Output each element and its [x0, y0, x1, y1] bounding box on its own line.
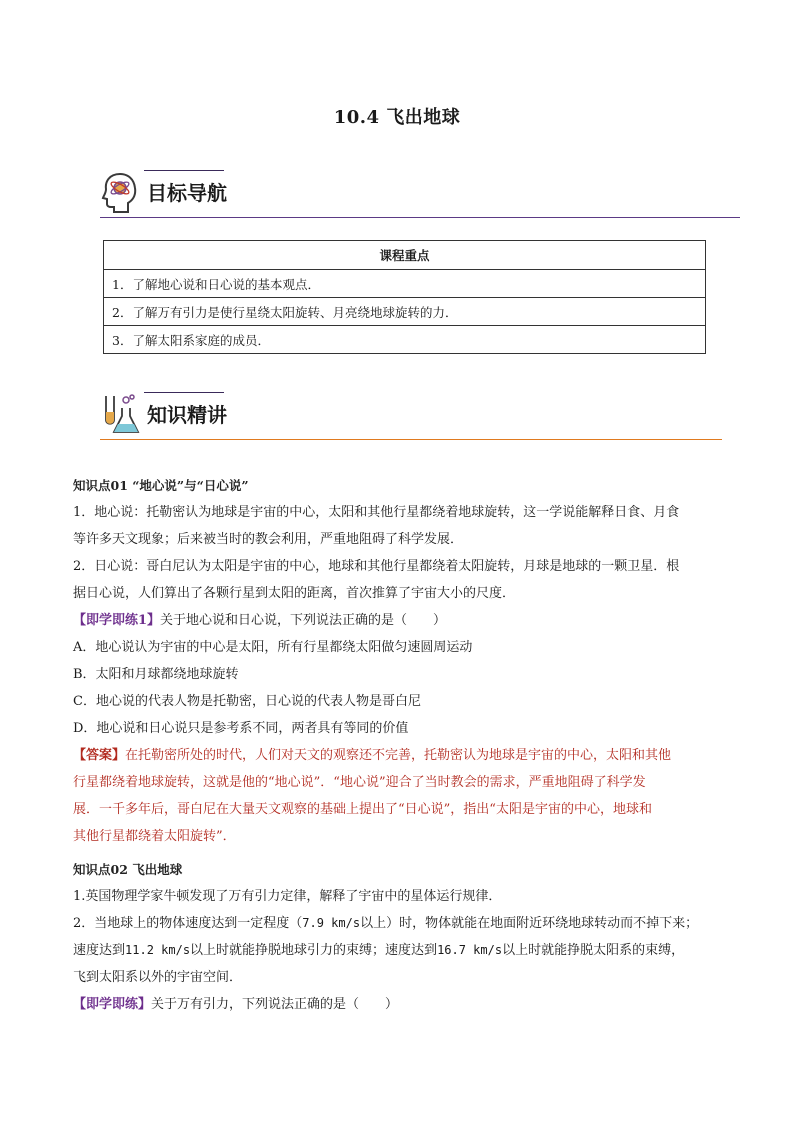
- header-bottom-rule: [100, 439, 722, 440]
- paragraph-line: 1．地心说：托勒密认为地球是宇宙的中心，太阳和其他行星都绕着地球旋转，这一学说能解释日食、月食: [73, 505, 680, 520]
- text-span: 速度达到: [73, 943, 126, 958]
- knowledge-point-1-title: 知识点01 “地心说”与“日心说”: [73, 478, 249, 493]
- text-span: 2．当地球上的物体速度达到一定程度（: [73, 916, 303, 931]
- paragraph-line: [73, 937, 723, 964]
- text-span: 以上）时，物体就能在地面附近环绕地球转动而不掉下来；: [360, 916, 699, 931]
- page-title: 10.4 飞出地球: [333, 107, 461, 128]
- table-row: [104, 298, 706, 326]
- knowledge-body: [73, 472, 723, 1018]
- option-d: D．地心说和日心说只是参考系不同，两者具有等同的价值: [73, 721, 409, 736]
- exercise-text: 关于地心说和日心说，下列说法正确的是（ ）: [160, 613, 447, 628]
- course-focus-table: [103, 240, 706, 354]
- table-header-cell: 课程重点: [104, 241, 706, 270]
- option-b: B．太阳和月球都绕地球旋转: [73, 667, 239, 682]
- section-title-knowledge: 知识精讲: [147, 403, 227, 427]
- answer-line: [73, 742, 723, 769]
- table-cell: 3．了解太阳系家庭的成员．: [104, 326, 706, 354]
- exercise-text: 关于万有引力，下列说法正确的是（ ）: [151, 997, 399, 1012]
- answer-line: 其他行星都绕着太阳旋转”．: [73, 829, 236, 844]
- header-bottom-rule: [100, 217, 740, 218]
- answer-line: 行星都绕着地球旋转，这就是他的“地心说”．“地心说”迎合了当时教会的需求，严重地阻碍了科学发: [73, 775, 646, 790]
- paragraph-line: 2．日心说：哥白尼认为太阳是宇宙的中心，地球和其他行星都绕着太阳旋转，月球是地球的一颗卫星．根: [73, 559, 680, 574]
- brain-head-icon: [100, 170, 140, 214]
- paragraph-line: 飞到太阳系以外的宇宙空间．: [73, 970, 243, 985]
- table-cell: 2．了解万有引力是使行星绕太阳旋转、月亮绕地球旋转的力．: [104, 298, 706, 326]
- section-title-goal: 目标导航: [147, 181, 227, 205]
- paragraph-line: 据日心说，人们算出了各颗行星到太阳的距离，首次推算了宇宙大小的尺度．: [73, 586, 516, 601]
- table-row: [104, 326, 706, 354]
- paragraph-line: 1.英国物理学家牛顿发现了万有引力定律，解释了宇宙中的星体运行规律．: [73, 889, 502, 904]
- speed-value: 11.2 km/s: [125, 943, 191, 957]
- speed-value: 16.7 km/s: [437, 943, 503, 957]
- header-top-rule: [144, 170, 224, 171]
- answer-line: 展．一千多年后，哥白尼在大量天文观察的基础上提出了“日心说”，指出“太阳是宇宙的中心，地球和: [73, 802, 652, 817]
- option-a: A．地心说认为宇宙的中心是太阳，所有行星都绕太阳做匀速圆周运动: [73, 640, 473, 655]
- option-c: C．地心说的代表人物是托勒密，日心说的代表人物是哥白尼: [73, 694, 421, 709]
- section-header-goal: [100, 170, 740, 218]
- exercise-question: [73, 991, 723, 1018]
- table-cell: 1．了解地心说和日心说的基本观点．: [104, 270, 706, 298]
- speed-value: 7.9 km/s: [302, 916, 361, 930]
- exercise-question: [73, 607, 723, 634]
- answer-tag: 【答案】: [73, 748, 126, 763]
- exercise-tag: 【即学即练1】: [73, 613, 161, 628]
- knowledge-point-2-title: 知识点02 飞出地球: [73, 862, 183, 877]
- text-span: 以上时就能挣脱太阳系的束缚，: [502, 943, 685, 958]
- text-span: 以上时就能挣脱地球引力的束缚；速度达到: [190, 943, 438, 958]
- table-header-row: [104, 241, 706, 270]
- table-row: [104, 270, 706, 298]
- paragraph-line: 等许多天文现象；后来被当时的教会利用，严重地阻碍了科学发展．: [73, 532, 464, 547]
- section-header-knowledge: [100, 392, 722, 440]
- header-top-rule: [144, 392, 224, 393]
- answer-text: 在托勒密所处的时代，人们对天文的观察还不完善，托勒密认为地球是宇宙的中心，太阳和其他: [125, 748, 672, 763]
- paragraph-line: [73, 910, 723, 937]
- lab-flask-icon: [100, 392, 140, 436]
- exercise-tag: 【即学即练】: [73, 997, 152, 1012]
